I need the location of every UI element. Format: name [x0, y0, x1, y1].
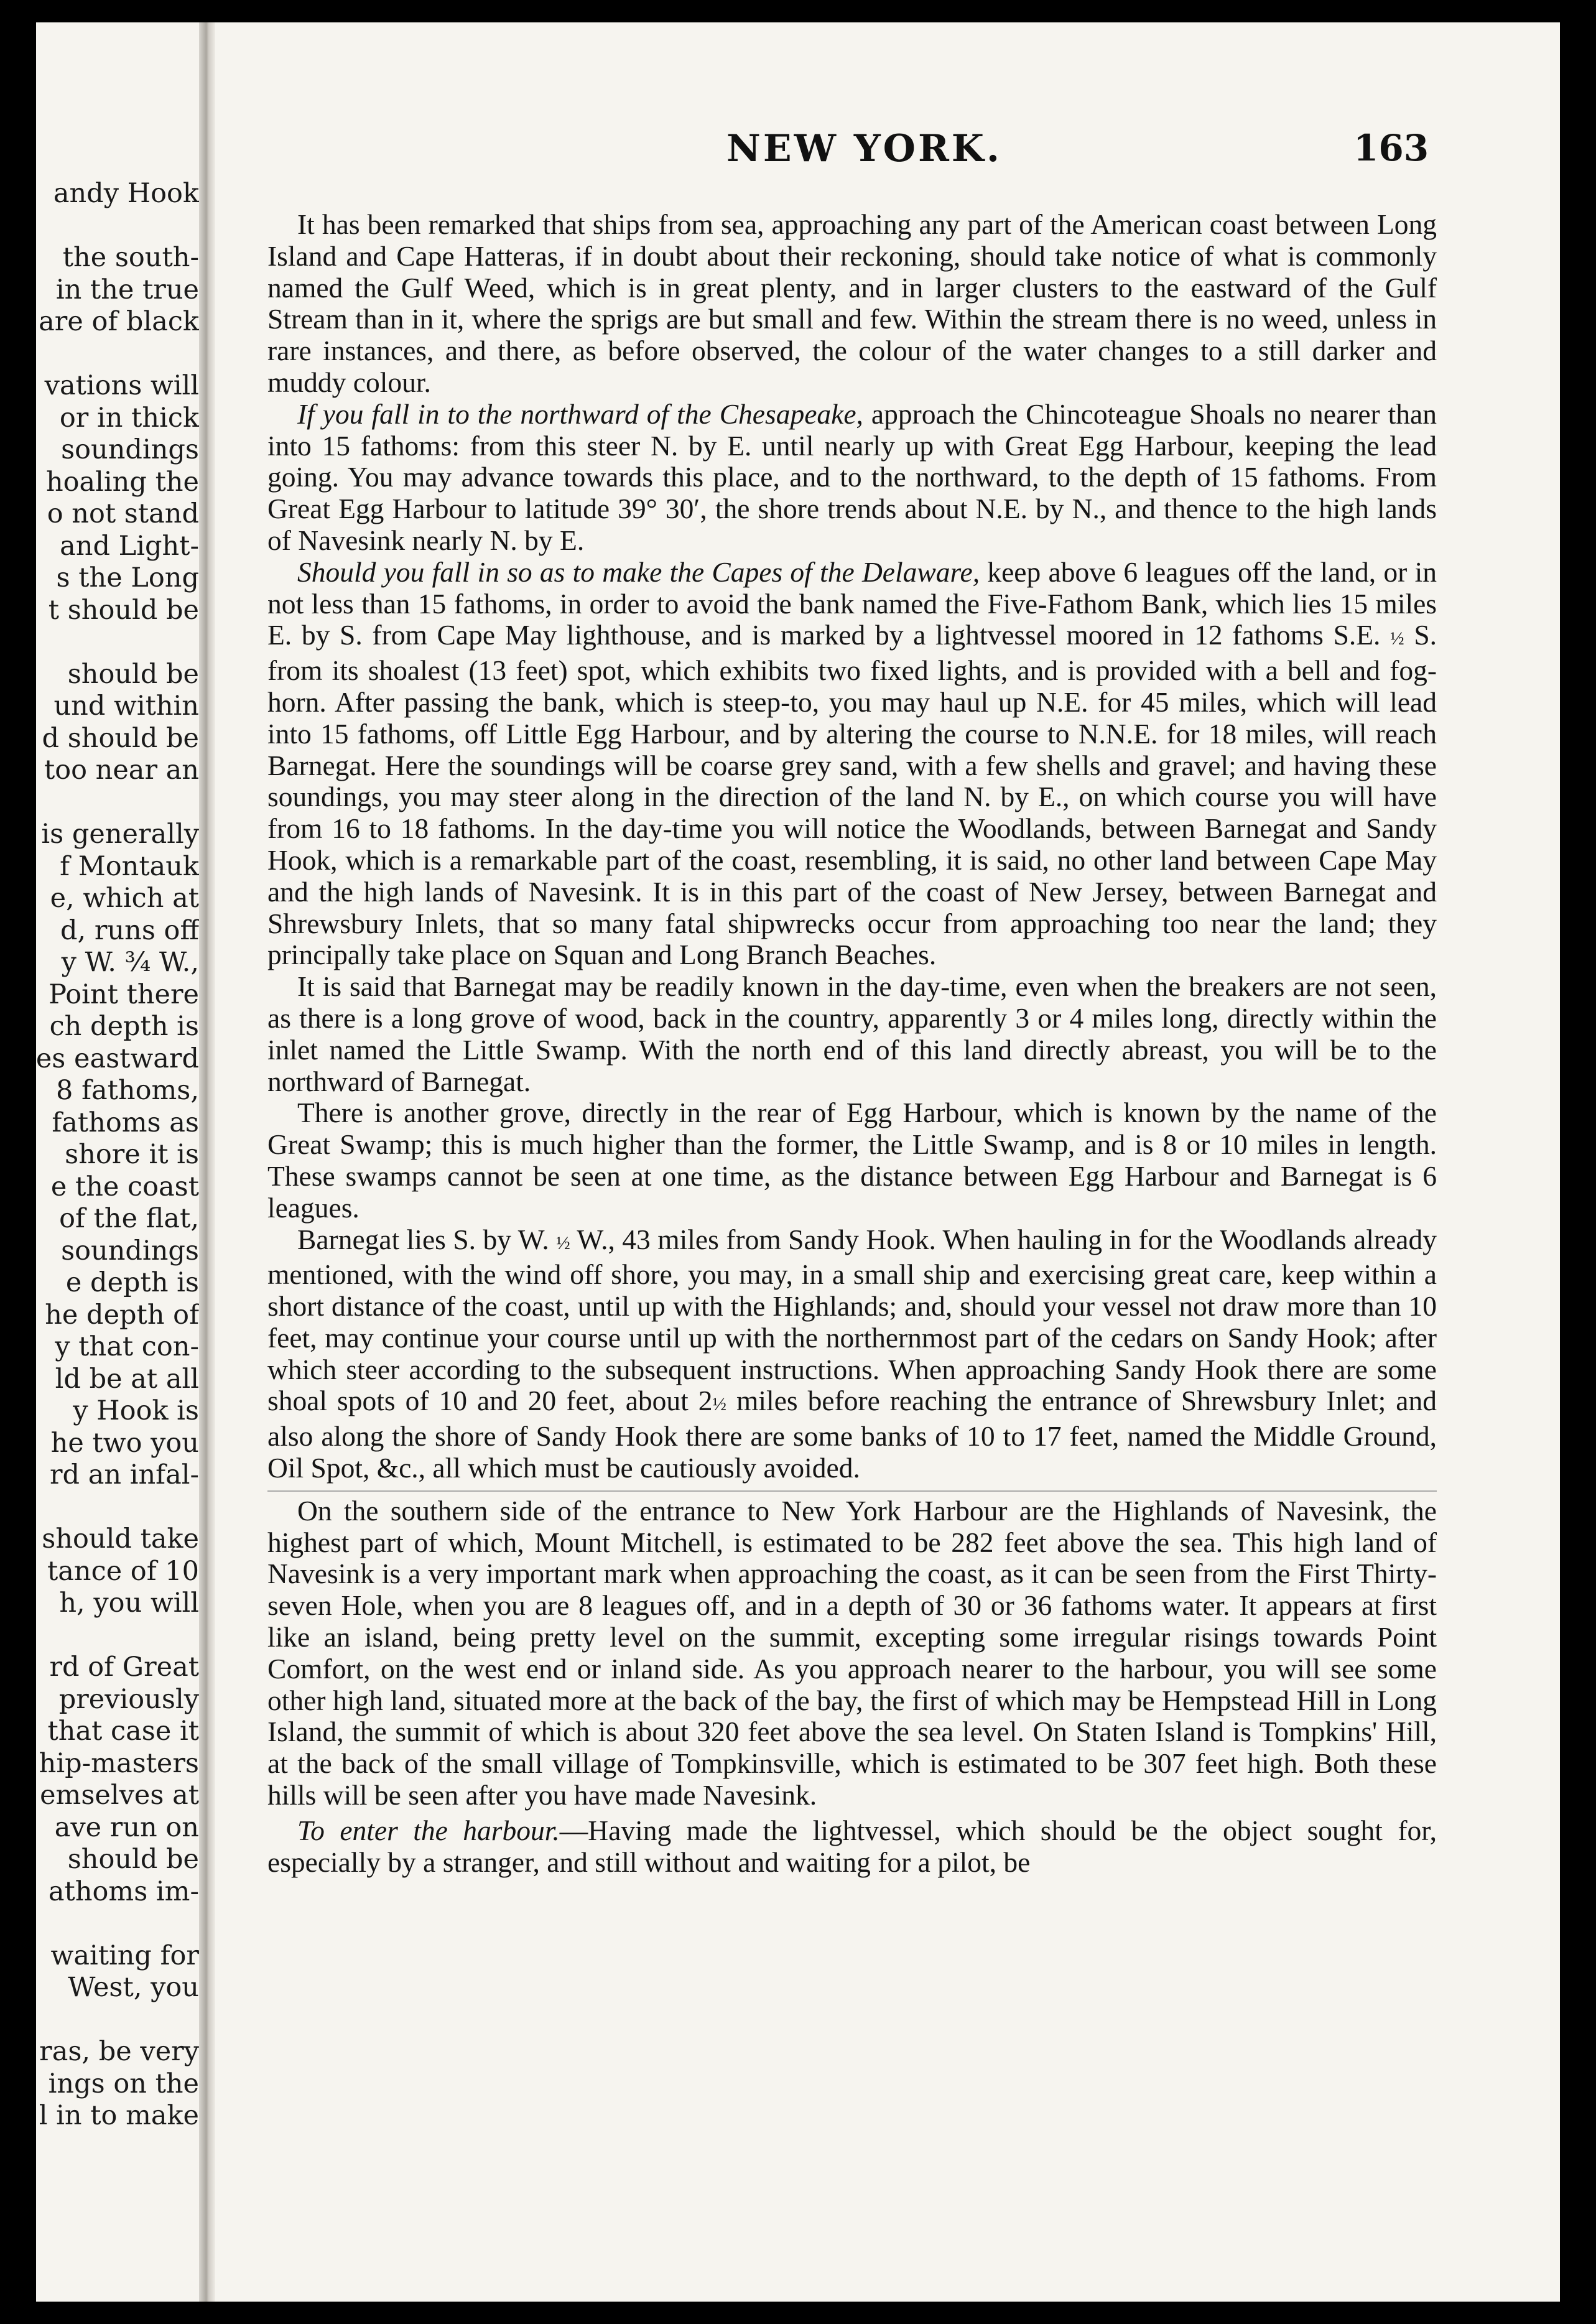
adjacent-page-line: is generally [41, 819, 199, 850]
adjacent-page-line: rd of Great [49, 1652, 199, 1683]
adjacent-page-line: shore it is [65, 1139, 199, 1170]
paragraph-lead-italic: To enter the harbour. [297, 1814, 560, 1846]
adjacent-page-line: y W. ¾ W., [61, 947, 199, 978]
adjacent-page-line: e depth is [65, 1267, 199, 1298]
paragraph-barnegat-little-swamp: It is said that Barnegat may be readily known in the day-time, even when the breakers are not seen, as there is a long grove of wood, back in the country, apparently 3 or 4 miles long, directly within the inlet named the Little Swamp. With the north end of this land directly abreast, you will be to the northward of Barnegat. [267, 970, 1437, 1097]
adjacent-page-line: waiting for [50, 1940, 199, 1971]
paragraph-chesapeake: If you fall in to the northward of the Chesapeake, approach the Chincoteague Shoals no nearer than into 15 fathoms: from this steer N. by E. until nearly up with Great Egg Harbour, keeping the lead going. You may advance towards this place, and to the northward, to the depth of 15 fathoms. From Great Egg Harbour to latitude 39° 30′, the shore trends about N.E. by N., and thence to the high lands of Navesink nearly N. by E. [267, 397, 1437, 556]
running-header [36, 127, 1560, 177]
adjacent-page-line: ings on the [48, 2068, 199, 2099]
adjacent-page-line: s the Long [56, 562, 199, 593]
adjacent-page-line: and Light- [60, 530, 199, 562]
adjacent-page-line: should be [67, 658, 199, 690]
adjacent-page-line: ch depth is [49, 1011, 199, 1042]
adjacent-page-line: soundings [61, 1235, 199, 1267]
adjacent-page-line: l in to make [39, 2100, 199, 2131]
paragraph-lead-italic: If you fall in to the northward of the Chesapeake, [297, 397, 863, 430]
adjacent-page-line: ras, be very [39, 2036, 199, 2067]
adjacent-page-line: should be [67, 1844, 199, 1875]
adjacent-page-line: y Hook is [73, 1395, 199, 1426]
adjacent-page-line: andy Hook [53, 178, 199, 209]
adjacent-page-line: Point there [49, 978, 199, 1010]
adjacent-page-line: tance of 10 [47, 1555, 199, 1587]
main-text-column [267, 209, 1437, 1878]
adjacent-page-line: d should be [42, 722, 199, 754]
adjacent-page-line: that case it [47, 1716, 199, 1747]
paragraph-lead-italic: Should you fall in so as to make the Capes of the Delaware, [297, 555, 980, 588]
adjacent-page-line: he two you [50, 1427, 199, 1459]
adjacent-page-line: o not stand [47, 498, 199, 529]
adjacent-page-line: too near an [44, 755, 199, 786]
section-divider [267, 1490, 1437, 1492]
paragraph-enter-harbour: To enter the harbour.—Having made the lightvessel, which should be the object sought for, especially by a stranger, and still without and waiting for a pilot, be [267, 1814, 1437, 1878]
adjacent-page-line: soundings [61, 434, 199, 465]
adjacent-page-line: athoms im- [48, 1875, 199, 1907]
adjacent-page-line: or in thick [59, 402, 199, 434]
adjacent-page-line: t should be [48, 594, 199, 626]
adjacent-page-line: hip-masters [39, 1747, 199, 1779]
adjacent-page-line: hoaling the [45, 466, 199, 498]
adjacent-page-line: are of black [39, 306, 199, 337]
page-number: 163 [1353, 127, 1429, 169]
adjacent-page-line: previously [58, 1683, 199, 1715]
adjacent-page-line: h, you will [59, 1587, 199, 1619]
page-gutter [199, 22, 215, 2302]
adjacent-page-line: 8 fathoms, [56, 1075, 199, 1106]
adjacent-page-line: es eastward [36, 1043, 199, 1074]
adjacent-page-line: rd an infal- [49, 1459, 199, 1490]
adjacent-page-line: e, which at [50, 883, 199, 914]
adjacent-page-line: ave run on [54, 1811, 199, 1843]
paragraph-highlands-of-navesink: On the southern side of the entrance to New York Harbour are the Highlands of Navesink, the highest part of which, Mount Mitchell, is estimated to be 282 feet above the sea. This high land of Navesink is a very important mark when approaching the coast, as it can be seen from the First Thirty-seven Hole, when you are 8 leagues off, and in a depth of 30 or 36 fathoms water. It appears at first like an island, being pretty level on the summit, excepting some irregular risings towards Point Comfort, on the west end or inland side. As you approach nearer to the harbour, you will see some other high land, situated more at the back of the bay, the first of which may be Hempstead Hill in Long Island, the summit of which is about 320 feet above the sea level. On Staten Island is Tompkins' Hill, at the back of the small village of Tompkinsville, which is estimated to be 307 feet high. Both these hills will be seen after you have made Navesink. [267, 1494, 1437, 1811]
adjacent-page-line: y that con- [55, 1331, 199, 1362]
adjacent-page-line: ld be at all [55, 1363, 199, 1395]
adjacent-page-line: fathoms as [52, 1107, 199, 1138]
adjacent-page-line: West, you [68, 1972, 199, 2003]
adjacent-page-line: f Montauk [60, 850, 199, 882]
adjacent-page-fragment [36, 178, 199, 2168]
paragraph-gulf-weed: It has been remarked that ships from sea, approaching any part of the American coast between Long Island and Cape Hatteras, if in doubt about their reckoning, should take notice of what is commonly named the Gulf Weed, which is in great plenty, and in larger clusters to the eastward of the Gulf Stream than in it, where the sprigs are but small and few. Within the stream there is no weed, unless in rare instances, and there, as before observed, the colour of the water changes to a still darker and muddy colour. [267, 208, 1437, 398]
adjacent-page-line: should take [42, 1523, 199, 1555]
adjacent-page-line: und within [53, 690, 199, 722]
adjacent-page-line: in the true [55, 274, 199, 305]
paragraph-capes-of-delaware: Should you fall in so as to make the Capes of the Delaware, keep above 6 leagues off the land, or in not less than 15 fathoms, in order to avoid the bank named the Five-Fathom Bank, which lies 15 miles E. by S. from Cape May lighthouse, and is marked by a lightvessel moored in 12 fathoms S.E. ½ S. from its shoalest (13 feet) spot, which exhibits two fixed lights, and is provided with a bell and fog-horn. After passing the bank, which is steep-to, you may haul up N.E. for 45 miles, which will lead into 15 fathoms, off Little Egg Harbour, and by altering the course to N.N.E. for 18 miles, will reach Barnegat. Here the soundings will be coarse grey sand, with a few shells and gravel; and having these soundings, you may steer along in the direction of the land N. by E., on which course you will have from 16 to 18 fathoms. In the day-time you will notice the Woodlands, between Barnegat and Sandy Hook, which is a remarkable part of the coast, resembling, it is said, no other land between Cape May and the high lands of Navesink. It is in this part of the coast of New Jersey, between Barnegat and Shrewsbury Inlets, that so many fatal shipwrecks occur from approaching too near the land; they principally take place on Squan and Long Branch Beaches. [267, 555, 1437, 971]
adjacent-page-line: d, runs off [60, 914, 199, 946]
adjacent-page-line: emselves at [40, 1780, 199, 1811]
adjacent-page-line: e the coast [50, 1171, 199, 1202]
adjacent-page-line: of the flat, [59, 1203, 199, 1234]
paragraph-great-swamp: There is another grove, directly in the rear of Egg Harbour, which is known by the name of the Great Swamp; this is much higher than the former, the Little Swamp, and is 8 or 10 miles in length. These swamps cannot be seen at one time, as the distance between Egg Harbour and Barnegat is 6 leagues. [267, 1097, 1437, 1224]
adjacent-page-line: the south- [62, 242, 199, 273]
adjacent-page-line: he depth of [45, 1299, 199, 1331]
adjacent-page-line: vations will [44, 370, 199, 401]
paragraph-barnegat-bearing: Barnegat lies S. by W. ½ W., 43 miles from Sandy Hook. When hauling in for the Woodlands already mentioned, with the wind off shore, you may, in a small ship and exercising great care, keep within a short distance of the coast, until up with the Highlands; and, should your vessel not draw more than 10 feet, may continue your course until up with the northernmost part of the cedars on Sandy Hook; after which steer according to the subsequent instructions. When approaching Sandy Hook there are some shoal spots of 10 and 20 feet, about 2½ miles before reaching the entrance of Shrewsbury Inlet; and also along the shore of Sandy Hook there are some banks of 10 to 17 feet, named the Middle Ground, Oil Spot, &c., all which must be cautiously avoided. [267, 1223, 1437, 1484]
scanned-page [36, 22, 1560, 2302]
page-title: NEW YORK. [726, 127, 1002, 170]
